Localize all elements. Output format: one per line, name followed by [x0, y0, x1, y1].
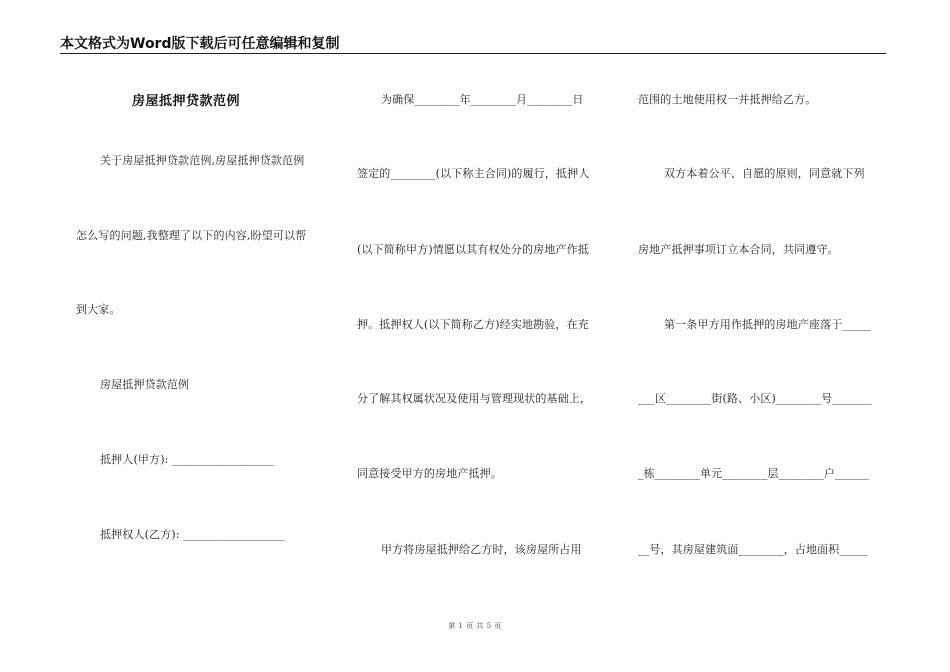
address-line: ___区________街(路、小区)________号_______	[638, 392, 872, 405]
paragraph-line: 为确保________年________月________日	[381, 93, 584, 106]
mortgagee-field: 抵押权人(乙方): __________________	[100, 528, 285, 541]
paragraph-line: 甲方将房屋抵押给乙方时，该房屋所占用	[381, 543, 582, 556]
article-one-line: 第一条甲方用作抵押的房地产座落于_____	[664, 318, 871, 331]
document-title: 房屋抵押贷款范例	[132, 94, 241, 109]
page-number: 第 1 页 共 5 页	[448, 622, 502, 630]
paragraph-line: 签定的________(以下称主合同)的履行，抵押人	[357, 167, 590, 180]
mortgagor-field: 抵押人(甲方): __________________	[100, 453, 274, 466]
paragraph-line: 同意接受甲方的房地产抵押。	[357, 467, 502, 480]
paragraph-line: 分了解其权属状况及使用与管理现状的基础上，	[357, 392, 592, 405]
paragraph-line: 怎么写的问题,我整理了以下的内容,盼望可以帮	[76, 229, 307, 242]
text-column-2	[357, 0, 607, 672]
paragraph-line: 双方本着公平、自愿的原则，同意就下列	[664, 167, 865, 180]
text-column-1	[76, 0, 322, 672]
address-line: _栋________单元________层________户______	[638, 467, 869, 480]
download-notice-header: 本文格式为Word版下载后可任意编辑和复制	[60, 36, 340, 52]
section-heading: 房屋抵押贷款范例	[100, 378, 190, 391]
paragraph-line: (以下简称甲方)情愿以其有权处分的房地产作抵	[357, 243, 589, 256]
paragraph-line: 到大家。	[76, 303, 121, 316]
paragraph-line: 范围的土地使用权一并抵押给乙方。	[638, 93, 817, 106]
paragraph-line: 关于房屋抵押贷款范例,房屋抵押贷款范例	[100, 154, 305, 167]
paragraph-line: 房地产抵押事项订立本合同，共同遵守。	[638, 243, 839, 256]
text-column-3	[638, 0, 888, 672]
paragraph-line: 押。抵押权人(以下简称乙方)经实地勘验，在充	[357, 318, 589, 331]
area-line: __号，其房屋建筑面________，占地面积_____	[638, 543, 868, 556]
